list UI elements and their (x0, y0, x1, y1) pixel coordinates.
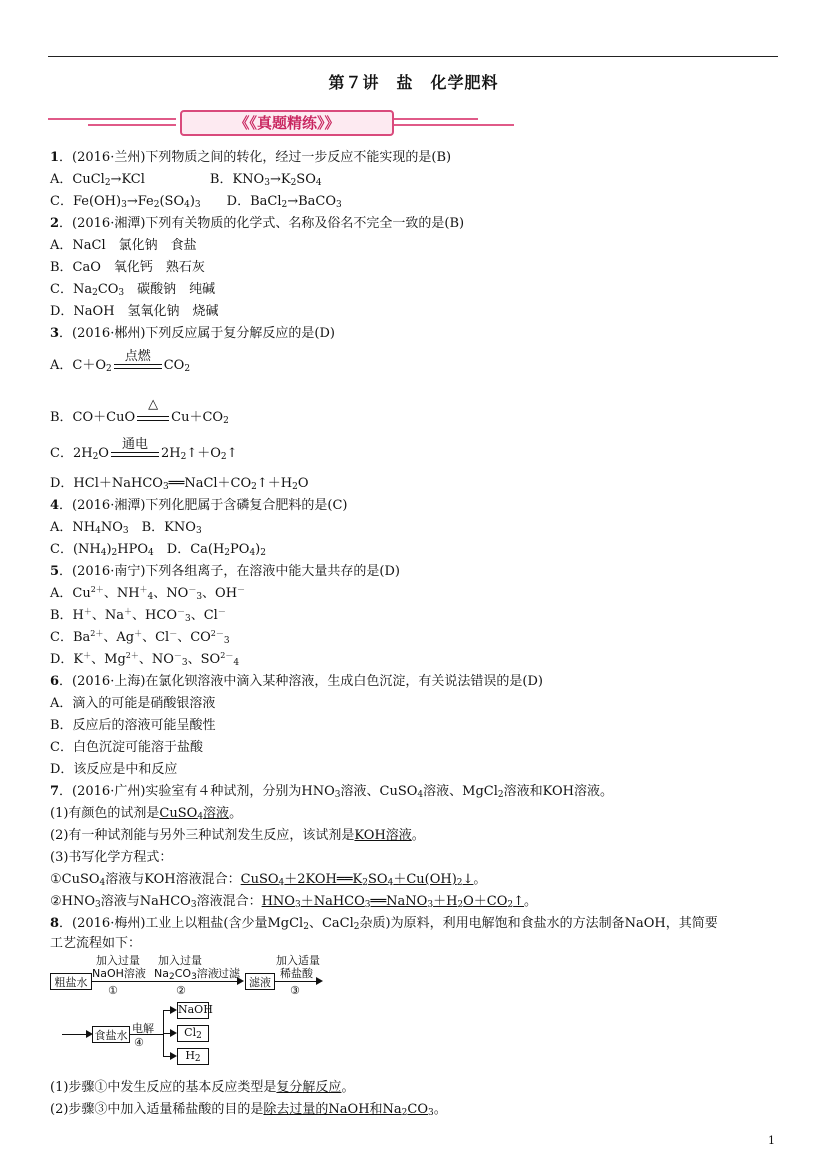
page-number: 1 (768, 1134, 775, 1147)
q6-option-b: B．反应后的溶液可能呈酸性 (50, 718, 216, 733)
question-8: 8．(2016·梅州)工业上以粗盐(含少量MgCl$_2$、CaCl$_2$杂质)为原料，利用电解饱和食盐水的方法制备NaOH，其简要 (50, 916, 718, 932)
q6-option-a: A．滴入的可能是硝酸银溶液 (50, 696, 216, 711)
q4-options-cd: C．$(NH_4)_2HPO_4$ D．$Ca(H_2PO_4)_2$ (50, 542, 266, 558)
q5-option-c: C．$Ba^{2+}$、Ag＋、Cl－、$CO^{2-}_3$ (50, 629, 230, 646)
q7-sub1: (1)有颜色的试剂是CuSO$_4$溶液。 (50, 806, 243, 822)
q1-options-cd: C．$Fe(OH)_3\to Fe_2(SO_4)_3$ D．BaCl$_2$→BaCO$_3$ (50, 194, 342, 210)
question-8-line2: 工艺流程如下： (50, 936, 142, 951)
q7-equation-2: $②HNO_3$溶液与NaHCO$_3$溶液混合：$HNO_3+NaHCO_3══NaNO_3+H_2O+CO_2↑$。 (50, 894, 538, 910)
banner-label: 《《真题精练》》 (180, 110, 394, 136)
question-3: 3．(2016·郴州)下列反应属于复分解反应的是(D) (50, 326, 335, 341)
q3-option-d: D．$HCl+NaHCO_3══NaCl+CO_2↑+H_2O$ (50, 476, 309, 492)
q5-option-b: B．H＋、Na＋、$HCO^-_3$、Cl－ (50, 607, 226, 624)
question-1: 1．(2016·兰州)下列物质之间的转化，经过一步反应不能实现的是(B) (50, 150, 452, 165)
flow-box-filtrate: 滤液 (245, 973, 275, 990)
flow-box-brine: 食盐水 (92, 1026, 130, 1043)
question-7: 7．(2016·广州)实验室有４种试剂，分别为$HNO_3$溶液、CuSO$_4$溶液、MgCl$_2$溶液和KOH溶液。 (50, 784, 613, 800)
q3-option-b: B．CO＋CuO △ $Cu+CO_2$ (50, 396, 229, 426)
q8-sub2: (2)步骤③中加入适量稀盐酸的目的是除去过量的NaOH和$Na_2CO_3$。 (50, 1102, 447, 1118)
question-4: 4．(2016·湘潭)下列化肥属于含磷复合肥料的是(C) (50, 498, 348, 513)
question-6: 6．(2016·上海)在氯化钡溶液中滴入某种溶液，生成白色沉淀，有关说法错误的是(D) (50, 674, 543, 689)
section-banner (48, 112, 478, 132)
question-2: 2．(2016·湘潭)下列有关物质的化学式、名称及俗名不完全一致的是(B) (50, 216, 465, 231)
flow-box-crude-brine: 粗盐水 (50, 973, 92, 990)
q5-option-d: D．K＋、$Mg^{2+}$、$NO^-_3$、$SO^{2-}_4$ (50, 651, 240, 668)
q5-option-a: A．$Cu^{2+}$、$NH^+_4$、$NO^-_3$、OH－ (50, 585, 246, 602)
page-title: 第７讲 盐 化学肥料 (328, 73, 499, 92)
q7-sub2: (2)有一种试剂能与另外三种试剂发生反应，该试剂是KOH溶液。 (50, 828, 425, 843)
question-5: 5．(2016·南宁)下列各组离子，在溶液中能大量共存的是(D) (50, 564, 400, 579)
flow-output-cl2: $Cl_2$ (177, 1025, 209, 1042)
q6-option-c: C．白色沉淀可能溶于盐酸 (50, 740, 203, 755)
q6-option-d: D．该反应是中和反应 (50, 762, 178, 777)
q2-option-b: B．CaO 氧化钙 熟石灰 (50, 260, 205, 275)
flow-output-naoh: NaOH (177, 1002, 209, 1019)
q3-option-a: A．$C+O_2$ 点燃 $CO_2$ (50, 348, 191, 374)
q3-option-c: C．$2H_2O$ 通电 $2H_2↑+O_2↑$ (50, 436, 238, 462)
q2-option-a: A．NaCl 氯化钠 食盐 (50, 238, 197, 253)
header-rule (48, 56, 778, 57)
q2-option-d: D．NaOH 氢氧化钠 烧碱 (50, 304, 219, 319)
q1-options-ab: A．CuCl$_2$→KCl B．$KNO_3\to K_2SO_4$ (50, 172, 322, 188)
q7-sub3: (3)书写化学方程式： (50, 850, 173, 865)
flow-output-h2: $H_2$ (177, 1048, 209, 1065)
q7-equation-1: ①CuSO$_4$溶液与KOH溶液混合：$CuSO_4+2KOH══K_2SO_4+Cu(OH)_2↓$。 (50, 872, 487, 888)
q2-option-c: C．$Na_2CO_3$ 碳酸钠 纯碱 (50, 282, 216, 298)
q8-sub1: (1)步骤①中发生反应的基本反应类型是复分解反应。 (50, 1080, 355, 1095)
q4-options-ab: A．$NH_4NO_3$ B．$KNO_3$ (50, 520, 202, 536)
